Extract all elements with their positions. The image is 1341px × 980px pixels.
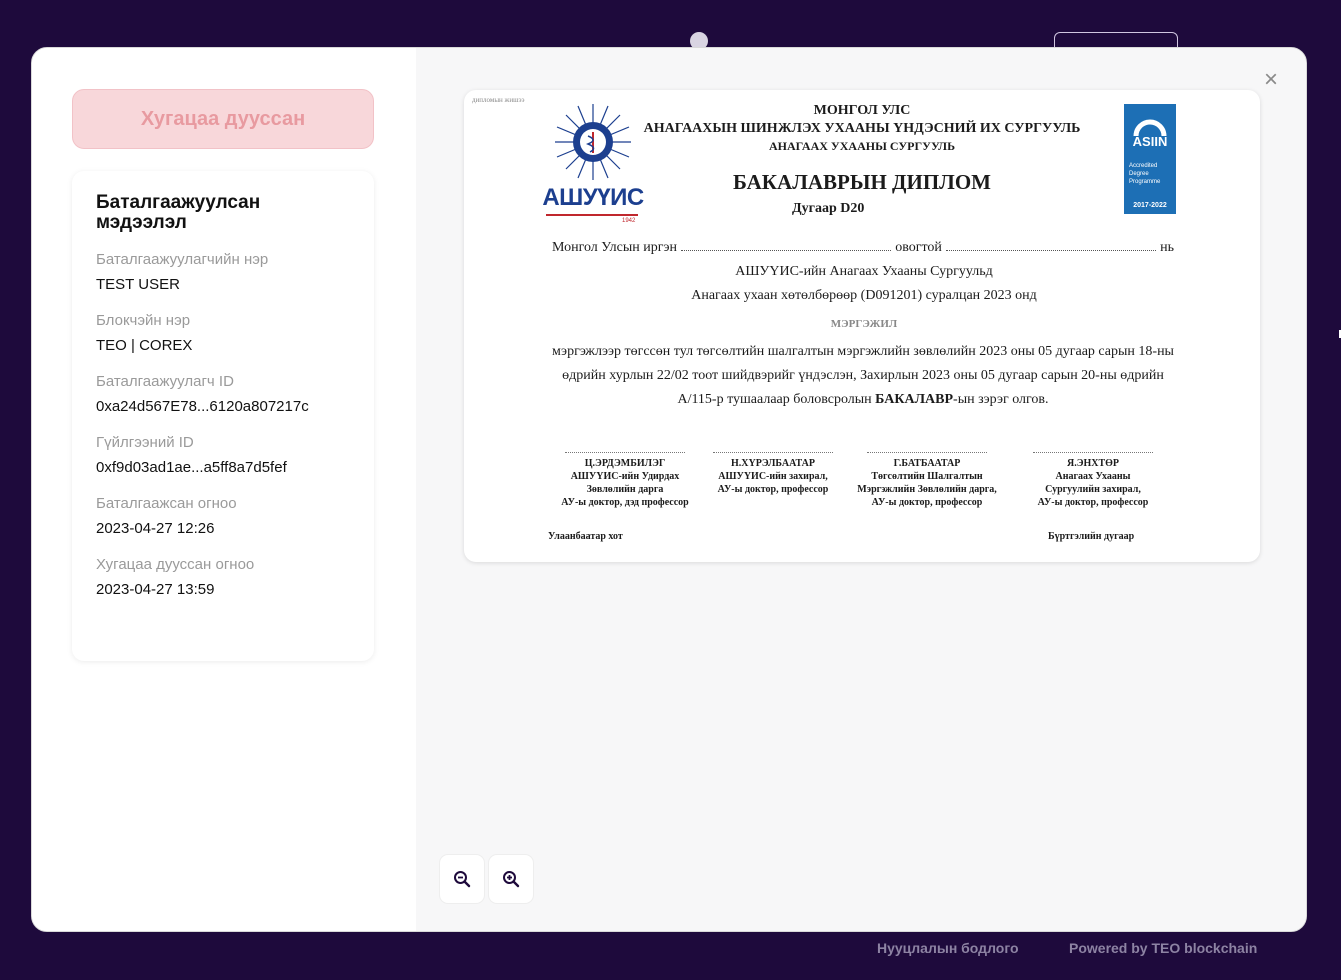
diploma-city: Улаанбаатар хот [548,531,623,542]
close-icon[interactable]: × [1263,66,1278,93]
paragraph-degree: БАКАЛАВР [875,392,954,407]
field-label: Хугацаа дууссан огноо [96,556,255,573]
field-verifier-id [96,373,350,416]
signature-role: Зөвлөлийн дарга [586,484,664,495]
signature-name: Я.ЭНХТӨР [1066,458,1120,469]
footer [0,940,1341,960]
card-title: Баталгаажуулсан мэдээлэл [96,192,261,233]
field-value: 0xa24d567E78...6120a807217c [96,398,309,415]
diploma-registration: Бүртгэлийн дугаар [1048,531,1135,542]
line-text: овогтой [895,240,942,255]
info-panel [32,48,416,931]
signature-role: АУ-ы доктор, профессор [717,484,829,495]
signature-role: Төгсөлтийн Шалгалтын [871,471,983,482]
field-label: Гүйлгээний ID [96,434,194,451]
field-label: Баталгаажуулагч ID [96,373,234,390]
dotted-blank [681,241,891,251]
signature-role: Анагаах Ухааны [1055,471,1131,482]
line-text: Монгол Улсын иргэн [552,240,677,255]
powered-by-link[interactable]: Powered by TEO blockchain [1069,940,1258,956]
signature-role: Мэргэжлийн Зөвлөлийн дарга, [857,484,997,495]
zoom-in-button[interactable] [489,855,533,903]
field-blockchain-name [96,312,350,355]
diploma-line-profession: МЭРГЭЖИЛ [830,318,898,330]
field-value: 0xf9d03ad1ae...a5ff8a7d5fef [96,459,287,476]
signature-role: АУ-ы доктор, дэд профессор [561,497,689,508]
field-verifier-name [96,251,350,294]
zoom-out-icon [453,870,471,888]
zoom-out-button[interactable] [440,855,484,903]
diploma-paragraph [550,340,1176,412]
university-seal [542,102,644,222]
field-expired-date [96,556,350,599]
signature-role: АШУҮИС-ийн захирал, [718,471,828,482]
signature-line [713,452,833,453]
paragraph-end: -ын зэрэг олгов. [953,392,1049,407]
privacy-link[interactable]: Нууцлалын бодлого [877,940,1019,956]
asiin-years: 2017-2022 [1133,202,1167,209]
field-label: Блокчэйн нэр [96,312,191,329]
diploma-line-citizen [552,240,1174,256]
dotted-blank [946,241,1156,251]
signature-role: Сургуулийн захирал, [1045,484,1141,495]
seal-underline [546,214,638,216]
field-value: 2023-04-27 12:26 [96,520,215,537]
asiin-name: ASIIN [1132,134,1168,149]
verification-modal [31,47,1307,932]
zoom-in-icon [502,870,520,888]
signature-role: АУ-ы доктор, профессор [1037,497,1149,508]
field-verified-date [96,495,350,538]
signature-line [565,452,685,453]
diploma-line-school: АШУҮИС-ийн Анагаах Ухааны Сургуульд [735,264,993,279]
signature-name: Ц.ЭРДЭМБИЛЭГ [584,458,666,469]
zoom-controls [440,855,533,903]
signature-name: Г.БАТБААТАР [893,458,961,469]
signature-line [1033,452,1153,453]
diploma-header-school: АНАГААХ УХААНЫ СУРГУУЛЬ [768,139,956,153]
field-value: TEST USER [96,276,180,293]
signature-role: АУ-ы доктор, профессор [871,497,983,508]
signature-block [550,452,700,509]
signature-name: Н.ХҮРЭЛБААТАР [731,458,815,469]
diploma-header-university: АНАГААХЫН ШИНЖЛЭХ УХААНЫ ҮНДЭСНИЙ ИХ СУРГУУЛЬ [643,121,1081,136]
diploma-document [464,90,1260,562]
verified-info-card [72,171,374,661]
asiin-subtitle: Accredited Degree Programme [1129,163,1161,185]
diploma-corner-text: дипломын жишээ [472,96,525,104]
signature-block [842,452,1012,509]
asiin-accreditation-badge [1124,104,1176,214]
line-text: нь [1160,240,1175,255]
field-label: Баталгаажсан огноо [96,495,237,512]
signature-role: АШУҮИС-ийн Удирдах [570,471,680,482]
diploma-number: Дугаар D20 [792,201,865,216]
paragraph-text: мэргэжлээр төгссөн тул төгсөлтийн шалгалтын мэргэжлийн зөвлөлийн 2023 оны 05 дугаар сарын 18-ны өдрийн хурлын 22/02 тоот шийдвэрийг үндэслэн, Захирлын 2023 оны 05 дугаар сарын 20-ны өдрийн А/115-р тушаалаар боловсролын [552,344,1174,407]
signature-block [1018,452,1168,509]
field-value: TEO | COREX [96,337,193,354]
diploma-header-country: МОНГОЛ УЛС [813,103,911,118]
field-label: Баталгаажуулагчийн нэр [96,251,269,268]
seal-text: АШУҮИС [542,184,644,211]
diploma-line-program: Анагаах ухаан хөтөлбөрөөр (D091201) суралцан 2023 онд [691,288,1037,303]
field-transaction-id [96,434,350,477]
field-value: 2023-04-27 13:59 [96,581,215,598]
seal-year: 1942 [622,218,636,224]
status-badge: Хугацаа дууссан [72,89,374,149]
signature-line [867,452,987,453]
signature-block [698,452,848,496]
diploma-title: БАКАЛАВРЫН ДИПЛОМ [733,170,991,194]
document-viewer [416,48,1306,931]
